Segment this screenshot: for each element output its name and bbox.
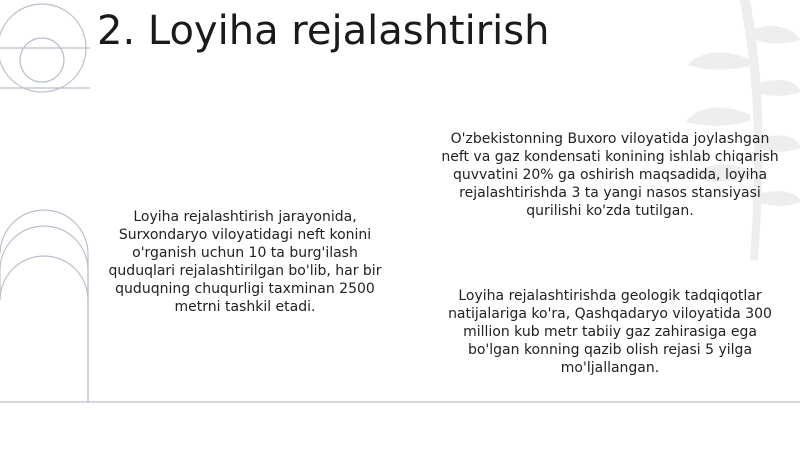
paragraph-surxondaryo: Loyiha rejalashtirish jarayonida, Surxondaryo viloyatidagi neft konini o'rganish uchun 10 ta burg'ilash quduqlari rejalashtirilgan bo'lib, har bir quduqning chuqurligi taxminan 2500 metrni tashkil etadi. [108, 209, 382, 315]
small-circle-outline [20, 38, 64, 82]
paragraph-buxoro: O'zbekistonning Buxoro viloyatida joylashgan neft va gaz kondensati konining ishlab chiqarish quvvatini 20% ga oshirish maqsadida, loyiha rejalashtirishda 3 ta yangi nasos stansiyasi qurilishi ko'zda tutilgan. [441, 131, 779, 219]
arch-outline [0, 226, 88, 300]
arch-outline [0, 256, 88, 402]
paragraph-qashqadaryo: Loyiha rejalashtirishda geologik tadqiqotlar natijalariga ko'ra, Qashqadaryo viloyatida 300 million kub metr tabiiy gaz zahirasiga ega bo'lgan konning qazib olish rejasi 5 yilga mo'ljallangan. [448, 288, 772, 376]
slide-title: 2. Loyiha rejalashtirish [97, 8, 550, 54]
